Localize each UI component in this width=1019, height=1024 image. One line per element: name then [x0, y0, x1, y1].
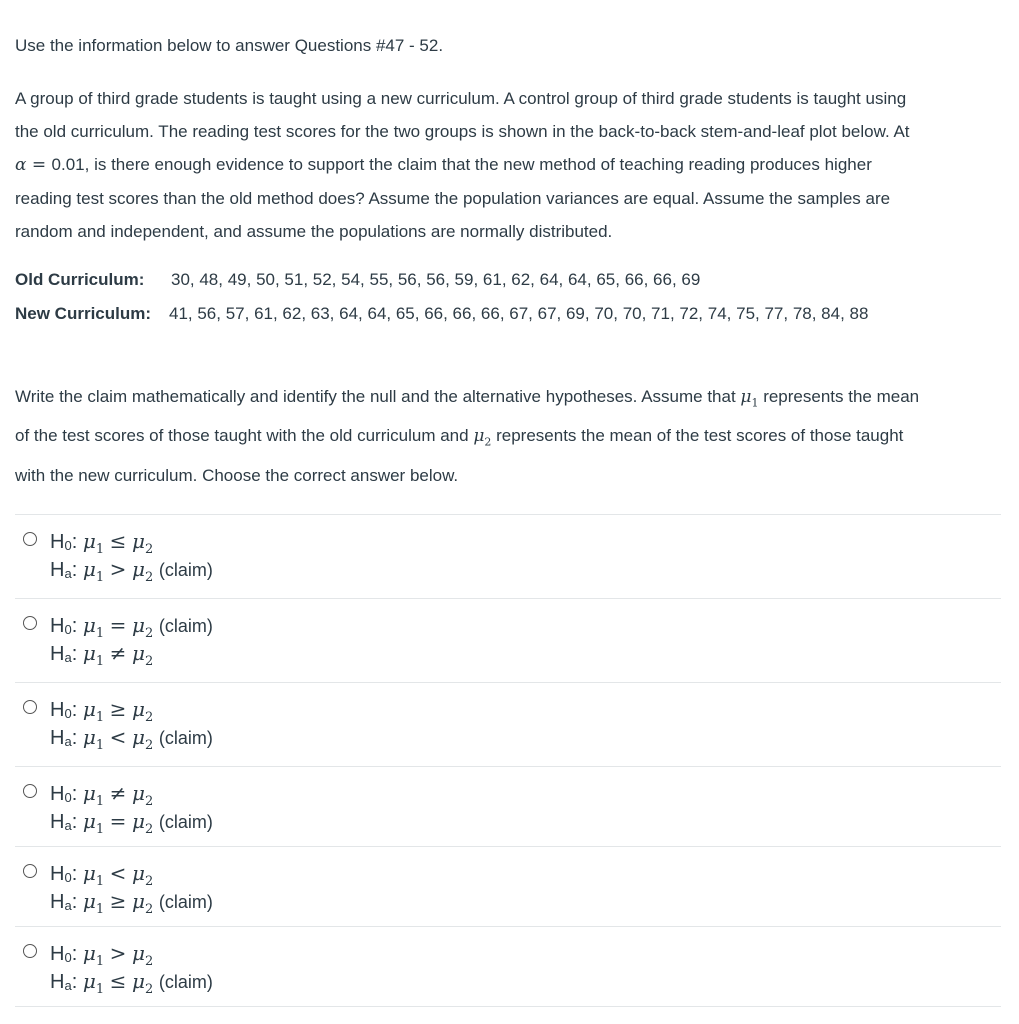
- answer-options: [15, 514, 1001, 1007]
- claim-tag: (claim): [158, 616, 213, 636]
- paragraph-line: the old curriculum. The reading test scores for the two groups is shown in the back-to-back stem-and-leaf plot below. At: [15, 122, 910, 141]
- answer-option-6[interactable]: [15, 926, 1001, 1006]
- mu2-symbol: $\mu_2$: [131, 809, 154, 837]
- answer-option-2[interactable]: [15, 598, 1001, 682]
- null-hypothesis-operator: ≤: [109, 529, 127, 553]
- mu1-symbol: $\mu_1$: [82, 529, 105, 557]
- alt-hypothesis-line: [50, 557, 213, 585]
- mu1-symbol: $\mu_1$: [82, 725, 105, 753]
- old-curriculum-values: 30, 48, 49, 50, 51, 52, 54, 55, 56, 56, 59, 61, 62, 64, 64, 65, 66, 66, 69: [171, 270, 701, 289]
- answer-option-3[interactable]: [15, 682, 1001, 766]
- null-hypothesis-line: [50, 529, 153, 557]
- mu2-symbol: $\mu_2$: [131, 861, 154, 889]
- alt-hypothesis-operator: <: [109, 725, 127, 749]
- old-curriculum-label: Old Curriculum:: [15, 270, 145, 289]
- null-hypothesis-line: [50, 781, 153, 809]
- claim-tag: (claim): [158, 892, 213, 912]
- alt-hypothesis-line: [50, 889, 213, 917]
- null-hypothesis-operator: >: [109, 941, 127, 965]
- divider: [15, 1006, 1001, 1007]
- radio-button[interactable]: [23, 944, 37, 958]
- radio-button[interactable]: [23, 532, 37, 546]
- null-hypothesis-line: [50, 861, 153, 889]
- mu2-symbol: $\mu_2$: [131, 781, 154, 809]
- new-curriculum-row: [15, 304, 868, 324]
- alt-hypothesis-label: $H_a$:: [50, 727, 83, 749]
- answer-option-1[interactable]: [15, 514, 1001, 598]
- question-text: [15, 380, 1005, 492]
- mu1-symbol: $\mu_1$: [82, 809, 105, 837]
- null-hypothesis-label: $H_0$:: [50, 943, 83, 965]
- paragraph-line: [15, 148, 1005, 182]
- mu1-symbol: $\mu_1$: [82, 781, 105, 809]
- question-line: with the new curriculum. Choose the correct answer below.: [15, 465, 459, 485]
- mu1-symbol: $\mu_1$: [82, 969, 105, 997]
- alt-hypothesis-operator: ≥: [109, 889, 127, 913]
- null-hypothesis-operator: <: [109, 861, 127, 885]
- mu2-symbol: $\mu_2$: [131, 529, 154, 557]
- alt-hypothesis-line: [50, 725, 213, 753]
- mu2-symbol: $\mu_2$: [131, 641, 154, 669]
- null-hypothesis-line: [50, 941, 153, 969]
- alt-hypothesis-operator: >: [109, 557, 127, 581]
- mu1-symbol: $\mu_1$: [82, 557, 105, 585]
- mu1-symbol: $\mu_1$: [82, 641, 105, 669]
- null-hypothesis-line: [50, 613, 213, 641]
- mu1-symbol: $\mu_1$: [740, 387, 759, 410]
- alt-hypothesis-line: [50, 809, 213, 837]
- question-line: of the test scores of those taught with the old curriculum and $\mu_2$ represents the mean of the test scores of those taught: [15, 426, 904, 449]
- mu2-symbol: $\mu_2$: [131, 969, 154, 997]
- alt-hypothesis-line: [50, 969, 213, 997]
- alt-hypothesis-label: $H_a$:: [50, 811, 83, 833]
- null-hypothesis-line: [50, 697, 153, 725]
- null-hypothesis-operator: ≠: [109, 781, 127, 805]
- mu2-symbol: $\mu_2$: [131, 613, 154, 641]
- question-line: Write the claim mathematically and identify the null and the alternative hypotheses. Assume that $\mu_1$ represents the mean: [15, 387, 920, 410]
- problem-paragraph: [15, 82, 1005, 248]
- radio-button[interactable]: [23, 784, 37, 798]
- alt-hypothesis-operator: ≠: [109, 641, 127, 665]
- null-hypothesis-label: $H_0$:: [50, 615, 83, 637]
- alt-hypothesis-operator: =: [109, 809, 127, 833]
- claim-tag: (claim): [158, 560, 213, 580]
- mu1-symbol: $\mu_1$: [82, 613, 105, 641]
- alt-hypothesis-label: $H_a$:: [50, 559, 83, 581]
- null-hypothesis-label: $H_0$:: [50, 699, 83, 721]
- new-curriculum-label: New Curriculum:: [15, 304, 152, 323]
- mu2-symbol: $\mu_2$: [131, 889, 154, 917]
- mu2-symbol: $\mu_2$: [131, 697, 154, 725]
- mu2-symbol: $\mu_2$: [131, 557, 154, 585]
- null-hypothesis-label: $H_0$:: [50, 783, 83, 805]
- mu1-symbol: $\mu_1$: [82, 697, 105, 725]
- mu1-symbol: $\mu_1$: [82, 861, 105, 889]
- new-curriculum-values: 41, 56, 57, 61, 62, 63, 64, 64, 65, 66, 66, 66, 67, 67, 69, 70, 70, 71, 72, 74, 75, 77, 78, 84, 88: [169, 304, 869, 323]
- radio-button[interactable]: [23, 700, 37, 714]
- claim-tag: (claim): [158, 972, 213, 992]
- alt-hypothesis-label: $H_a$:: [50, 891, 83, 913]
- old-curriculum-row: [15, 270, 700, 290]
- alt-hypothesis-line: [50, 641, 153, 669]
- mu1-symbol: $\mu_1$: [82, 941, 105, 969]
- radio-button[interactable]: [23, 616, 37, 630]
- alpha-text: 0.01, is there enough evidence to support the claim that the new method of teaching reading produces higher: [51, 155, 872, 174]
- null-hypothesis-operator: ≥: [109, 697, 127, 721]
- mu1-symbol: $\mu_1$: [82, 889, 105, 917]
- alt-hypothesis-label: $H_a$:: [50, 971, 83, 993]
- null-hypothesis-label: $H_0$:: [50, 863, 83, 885]
- intro-text: Use the information below to answer Questions #47 - 52.: [15, 36, 444, 55]
- answer-option-4[interactable]: [15, 766, 1001, 846]
- radio-button[interactable]: [23, 864, 37, 878]
- alpha-symbol: α =: [15, 155, 52, 175]
- answer-option-5[interactable]: [15, 846, 1001, 926]
- null-hypothesis-label: $H_0$:: [50, 531, 83, 553]
- mu2-symbol: $\mu_2$: [473, 426, 492, 449]
- paragraph-line: A group of third grade students is taught using a new curriculum. A control group of third grade students is taught using: [15, 89, 907, 108]
- alt-hypothesis-operator: ≤: [109, 969, 127, 993]
- paragraph-line: reading test scores than the old method does? Assume the population variances are equal. Assume the samples are: [15, 189, 891, 208]
- claim-tag: (claim): [158, 728, 213, 748]
- mu2-symbol: $\mu_2$: [131, 941, 154, 969]
- claim-tag: (claim): [158, 812, 213, 832]
- null-hypothesis-operator: =: [109, 613, 127, 637]
- mu2-symbol: $\mu_2$: [131, 725, 154, 753]
- paragraph-line: random and independent, and assume the populations are normally distributed.: [15, 222, 613, 241]
- alt-hypothesis-label: $H_a$:: [50, 643, 83, 665]
